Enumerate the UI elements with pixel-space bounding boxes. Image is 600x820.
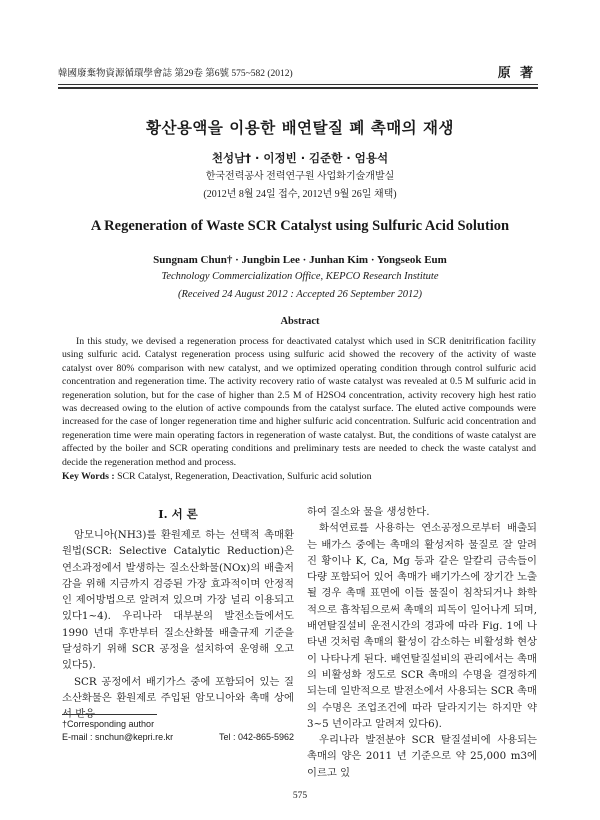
english-affiliation: Technology Commercialization Office, KEPCO Research Institute (161, 271, 439, 282)
header-rule-thick (58, 87, 538, 89)
korean-received-dates: (2012년 8월 24일 접수, 2012년 9월 26일 채택) (203, 189, 397, 200)
english-title: A Regeneration of Waste SCR Catalyst using Sulfuric Acid Solution (90, 218, 510, 234)
author-email: E-mail : snchun@kepri.re.kr (62, 732, 174, 742)
footnote (62, 718, 294, 744)
intro-paragraph-2: SCR 공정에서 배기가스 중에 포함되어 있는 질소산화물은 환원제로 주입된 암모니아와 촉매 상에서 반응 (62, 675, 294, 721)
running-header (58, 64, 538, 84)
journal-citation: 韓國廢棄物資源循環學會誌 第29卷 第6號 575~582 (2012) (58, 69, 293, 79)
abstract-text: In this study, we devised a regeneration process for deactivated catalyst which used in SCR denitrification facility using sulfuric acid. Catalyst regeneration process using sulfuric acid showed the recovery of the activity of waste catalyst over 80% comparison with new catalyst, and we optimized operating condition through control sulfuric acid concentration and regeneration time. The activity recovery ratio of waste catalyst was revealed at 0.5 M sulfuric acid in regeneration solution, but for the case of higher than 2.5 M of H2SO4 concentration, activity recovery high hest ratio was decreased owing to the elution of active compounds from the catalyst surface. The eluted active compounds were increased for the case of longer regeneration time and higher sulfuric acid concentration. Sulfuric acid concentration and regeneration time were main operating factors in regeneration of waste catalyst. But, the conditions of waste catalyst are affected by the boiler and SCR operating conditions and preliminary tests are needed to check the waste catalyst and decide the regeneration method and process. (62, 336, 536, 468)
article-type: 原 著 (497, 65, 536, 80)
korean-title: 황산용액을 이용한 배연탈질 폐 촉매의 재생 (146, 119, 454, 137)
right-column (307, 504, 537, 781)
english-received-dates: (Received 24 August 2012 : Accepted 26 September 2012) (178, 289, 422, 300)
keywords-text: SCR Catalyst, Regeneration, Deactivation, Sulfuric acid solution (117, 471, 372, 482)
keywords (62, 471, 536, 482)
korean-affiliation: 한국전력공사 전력연구원 사업화기술개발실 (205, 171, 395, 182)
keywords-label: Key Words : (62, 471, 115, 482)
intro-paragraph-1: 암모니아(NH3)를 환원제로 하는 선택적 촉매환원법(SCR: Selective Catalytic Reduction)은 연소과정에서 발생하는 질소산화물(NOx)의 배출저감을 위해 지금까지 검증된 가장 효과적이며 안정적인 제어방법으로 알려져 있으며 가장 널리 이용되고 있다1~4). 우리나라 대부분의 발전소들에서도 1990 년대 후반부터 질소산화물 배출규제 기준을 달성하기 위해 SCR 공정을 설치하여 운영해 오고 있다5). (62, 529, 294, 672)
page-number: 575 (292, 791, 308, 801)
left-column (62, 527, 294, 723)
intro-paragraph-continued: 하여 질소와 물을 생성한다. (307, 506, 430, 518)
section-title-introduction: I. 서 론 (158, 507, 198, 521)
intro-paragraph-4: 우리나라 발전분야 SCR 탈질설비에 사용되는 촉매의 양은 2011 년 기준으로 약 25,000 m3에 이르고 있 (307, 734, 537, 779)
korean-authors: 천성남† · 이정빈 · 김준한 · 엄용석 (211, 151, 389, 165)
footnote-rule (62, 714, 157, 715)
header-rule-thin (58, 84, 538, 85)
intro-paragraph-3: 화석연료를 사용하는 연소공정으로부터 배출되는 배가스 중에는 촉매의 활성저하 물질로 잘 알려진 황이나 K, Ca, Mg 등과 같은 알칼리 금속들이 다량 포함되어 있어 촉매가 배기가스에 장기간 노출될 경우 촉매 표면에 이들 물질이 침착되거나 화학적으로 흡착됨으로써 촉매의 피독이 일어나게 되며, 배연탈질설비 운전시간의 경과에 따라 Fig. 1에 나타낸 것처럼 촉매의 활성이 감소하는 비활성화 현상이 나타나게 된다. 배연탈질설비의 관리에서는 촉매의 비활성화 정도로 SCR 촉매의 수명을 결정하게 되는데 일반적으로 발전소에서 사용되는 SCR 촉매의 수명은 조업조건에 따라 달라지기는 하지만 약 3~5 년이라고 알려져 있다6). (307, 522, 537, 730)
english-authors: Sungnam Chun† · Jungbin Lee · Junhan Kim · Yongseok Eum (153, 254, 447, 266)
abstract-heading: Abstract (280, 316, 320, 327)
corresponding-author-note: †Corresponding author (62, 719, 155, 729)
author-tel: Tel : 042-865-5962 (218, 732, 294, 742)
